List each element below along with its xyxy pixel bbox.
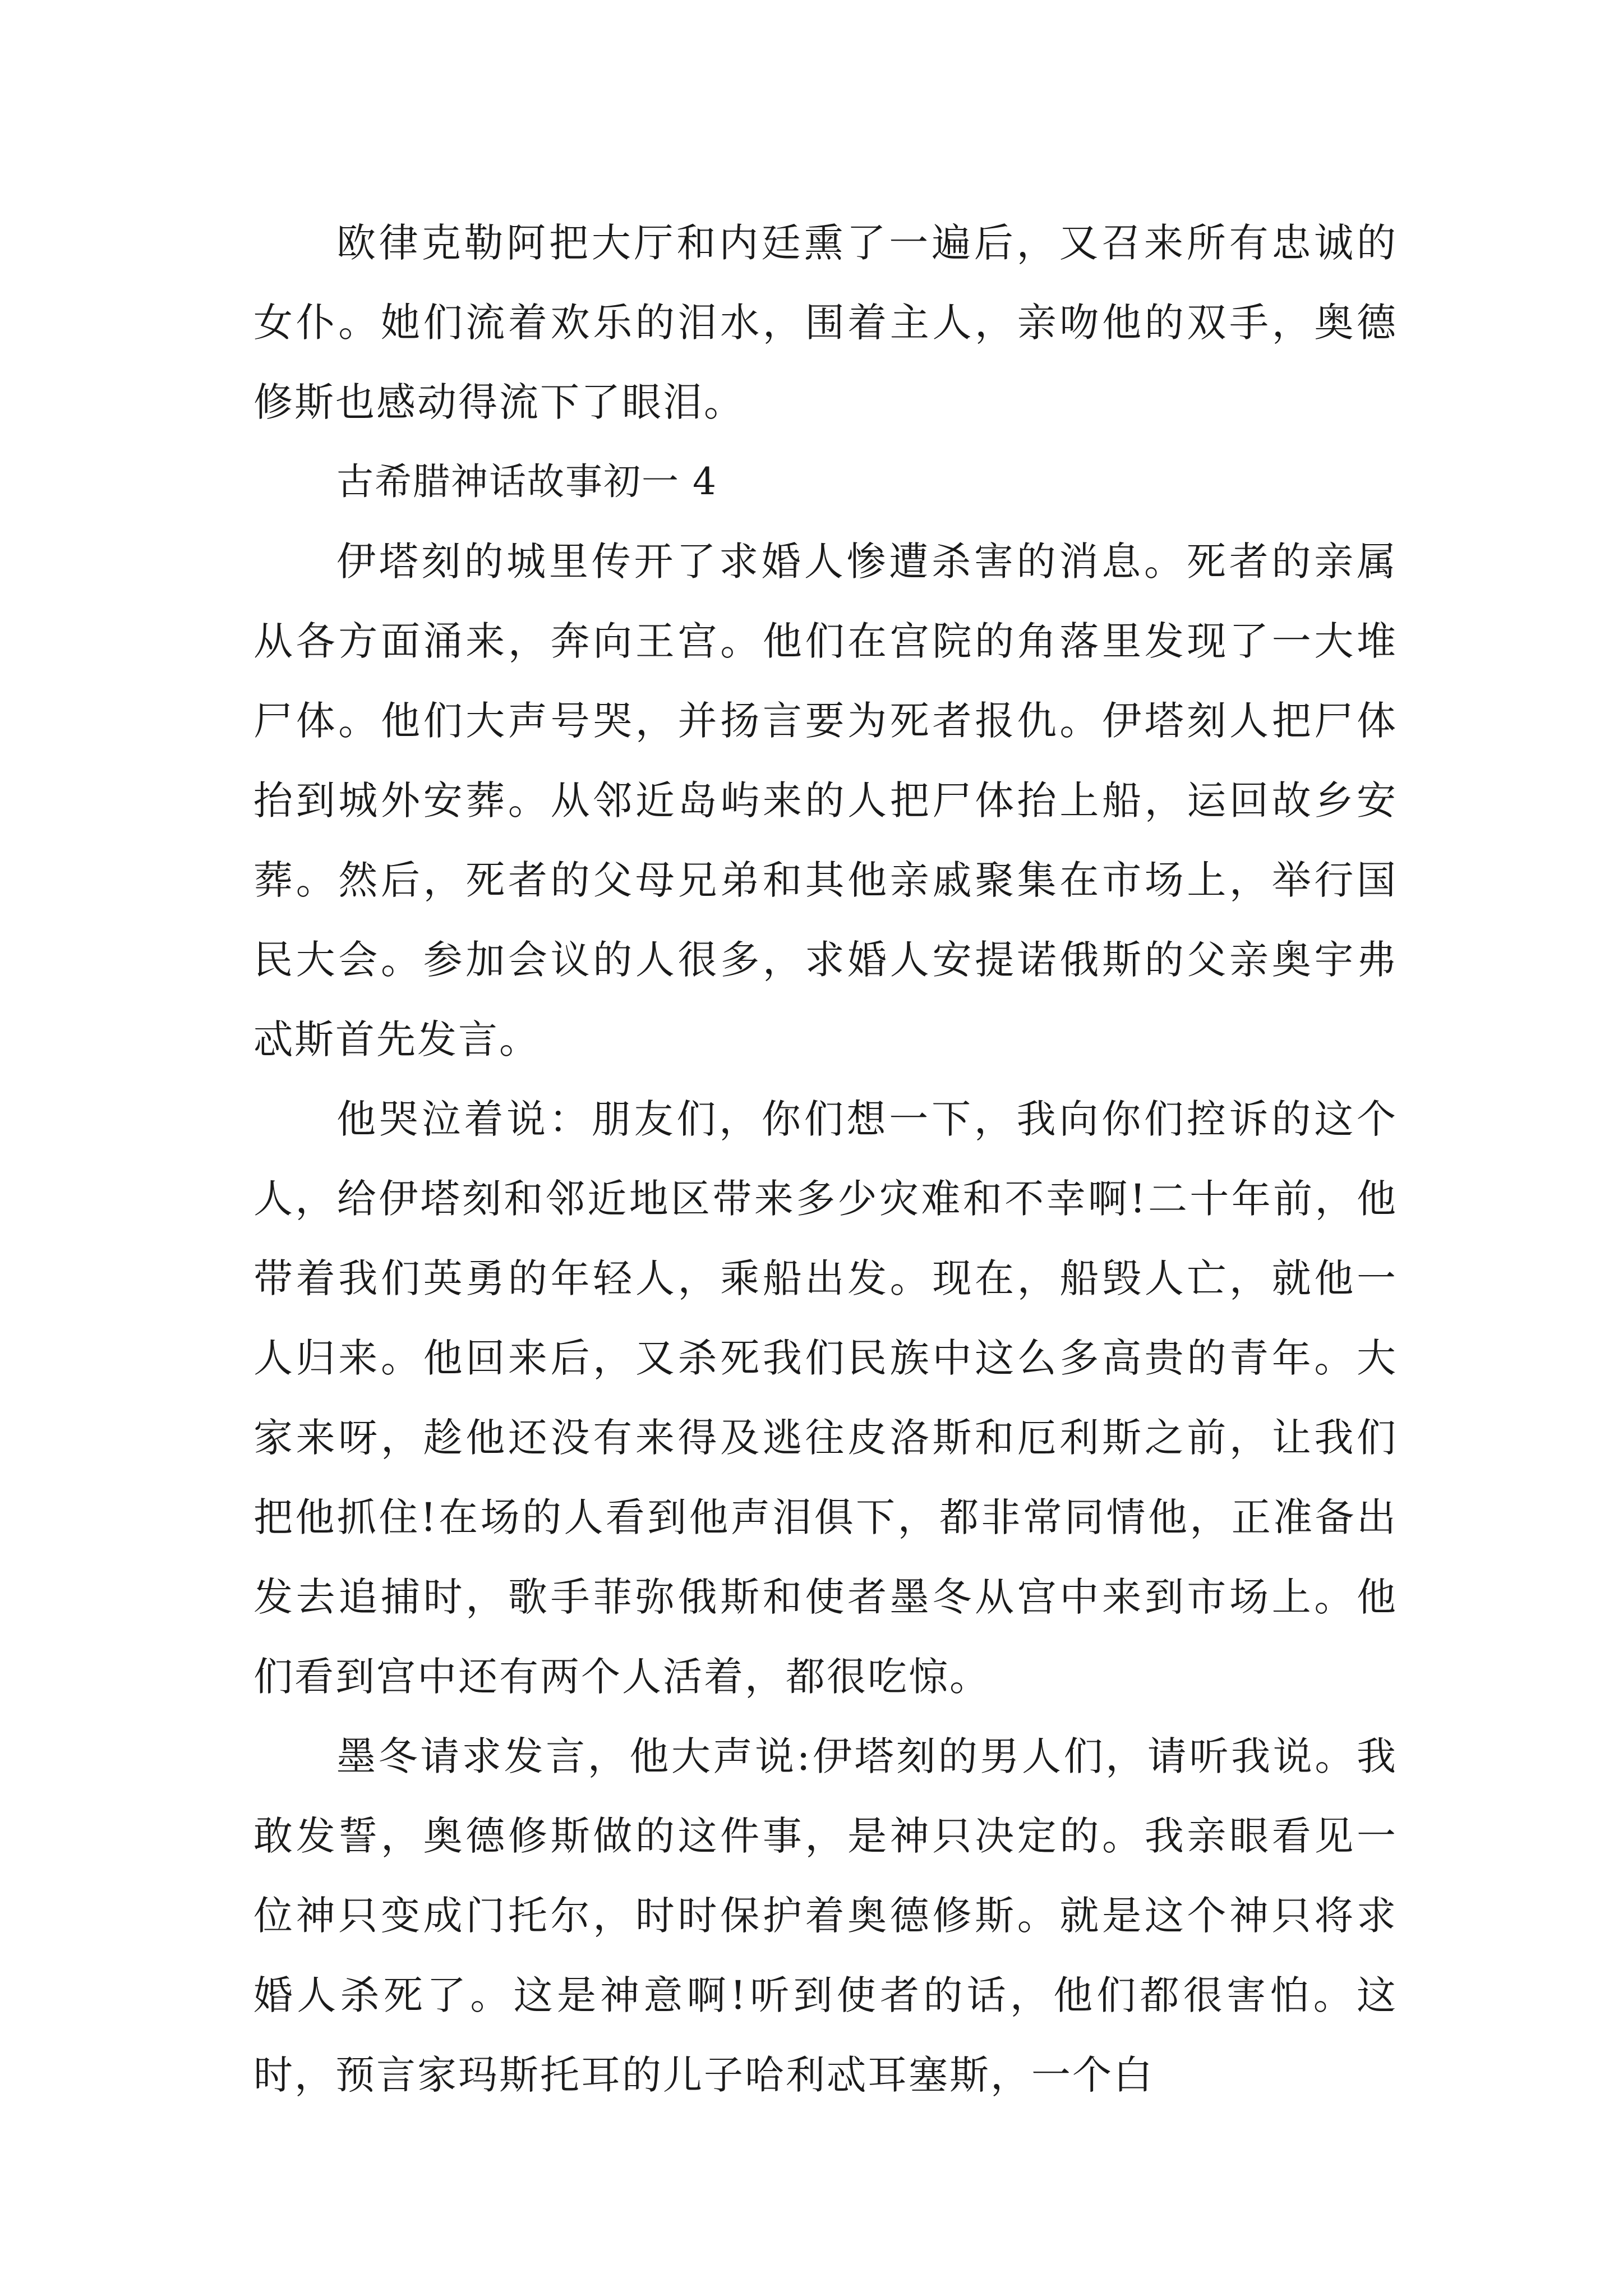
paragraph-3: 他哭泣着说：朋友们，你们想一下，我向你们控诉的这个人，给伊塔刻和邻近地区带来多少灾难和不幸啊!二十年前，他带着我们英勇的年轻人，乘船出发。现在，船毁人亡，就他一人归来。他回来后，又杀死我们民族中这么多高贵的青年。大家来呀，趁他还没有来得及逃往皮洛斯和厄利斯之前，让我们把他抓住!在场的人看到他声泪俱下，都非常同情他，正准备出发去追捕时，歌手菲弥俄斯和使者墨冬从宫中来到市场上。他们看到宫中还有两个人活着，都很吃惊。 bbox=[253, 1096, 1398, 1700]
paragraph-1: 欧律克勒阿把大厅和内廷熏了一遍后，又召来所有忠诚的女仆。她们流着欢乐的泪水，围着主人，亲吻他的双手，奥德修斯也感动得流下了眼泪。 bbox=[253, 220, 1398, 425]
body-text bbox=[253, 203, 1398, 2115]
paragraph-4: 墨冬请求发言，他大声说:伊塔刻的男人们，请听我说。我敢发誓，奥德修斯做的这件事，是神只决定的。我亲眼看见一位神只变成门托尔，时时保护着奥德修斯。就是这个神只将求婚人杀死了。这是神意啊!听到使者的话，他们都很害怕。这时，预言家玛斯托耳的儿子哈利忒耳塞斯，一个白 bbox=[253, 1733, 1398, 2098]
section-heading: 古希腊神话故事初一 4 bbox=[336, 460, 717, 503]
paragraph-2: 伊塔刻的城里传开了求婚人惨遭杀害的消息。死者的亲属从各方面涌来，奔向王宫。他们在宫院的角落里发现了一大堆尸体。他们大声号哭，并扬言要为死者报仇。伊塔刻人把尸体抬到城外安葬。从邻近岛屿来的人把尸体抬上船，运回故乡安葬。然后，死者的父母兄弟和其他亲戚聚集在市场上，举行国民大会。参加会议的人很多，求婚人安提诺俄斯的父亲奥宇弗忒斯首先发言。 bbox=[253, 539, 1398, 1062]
